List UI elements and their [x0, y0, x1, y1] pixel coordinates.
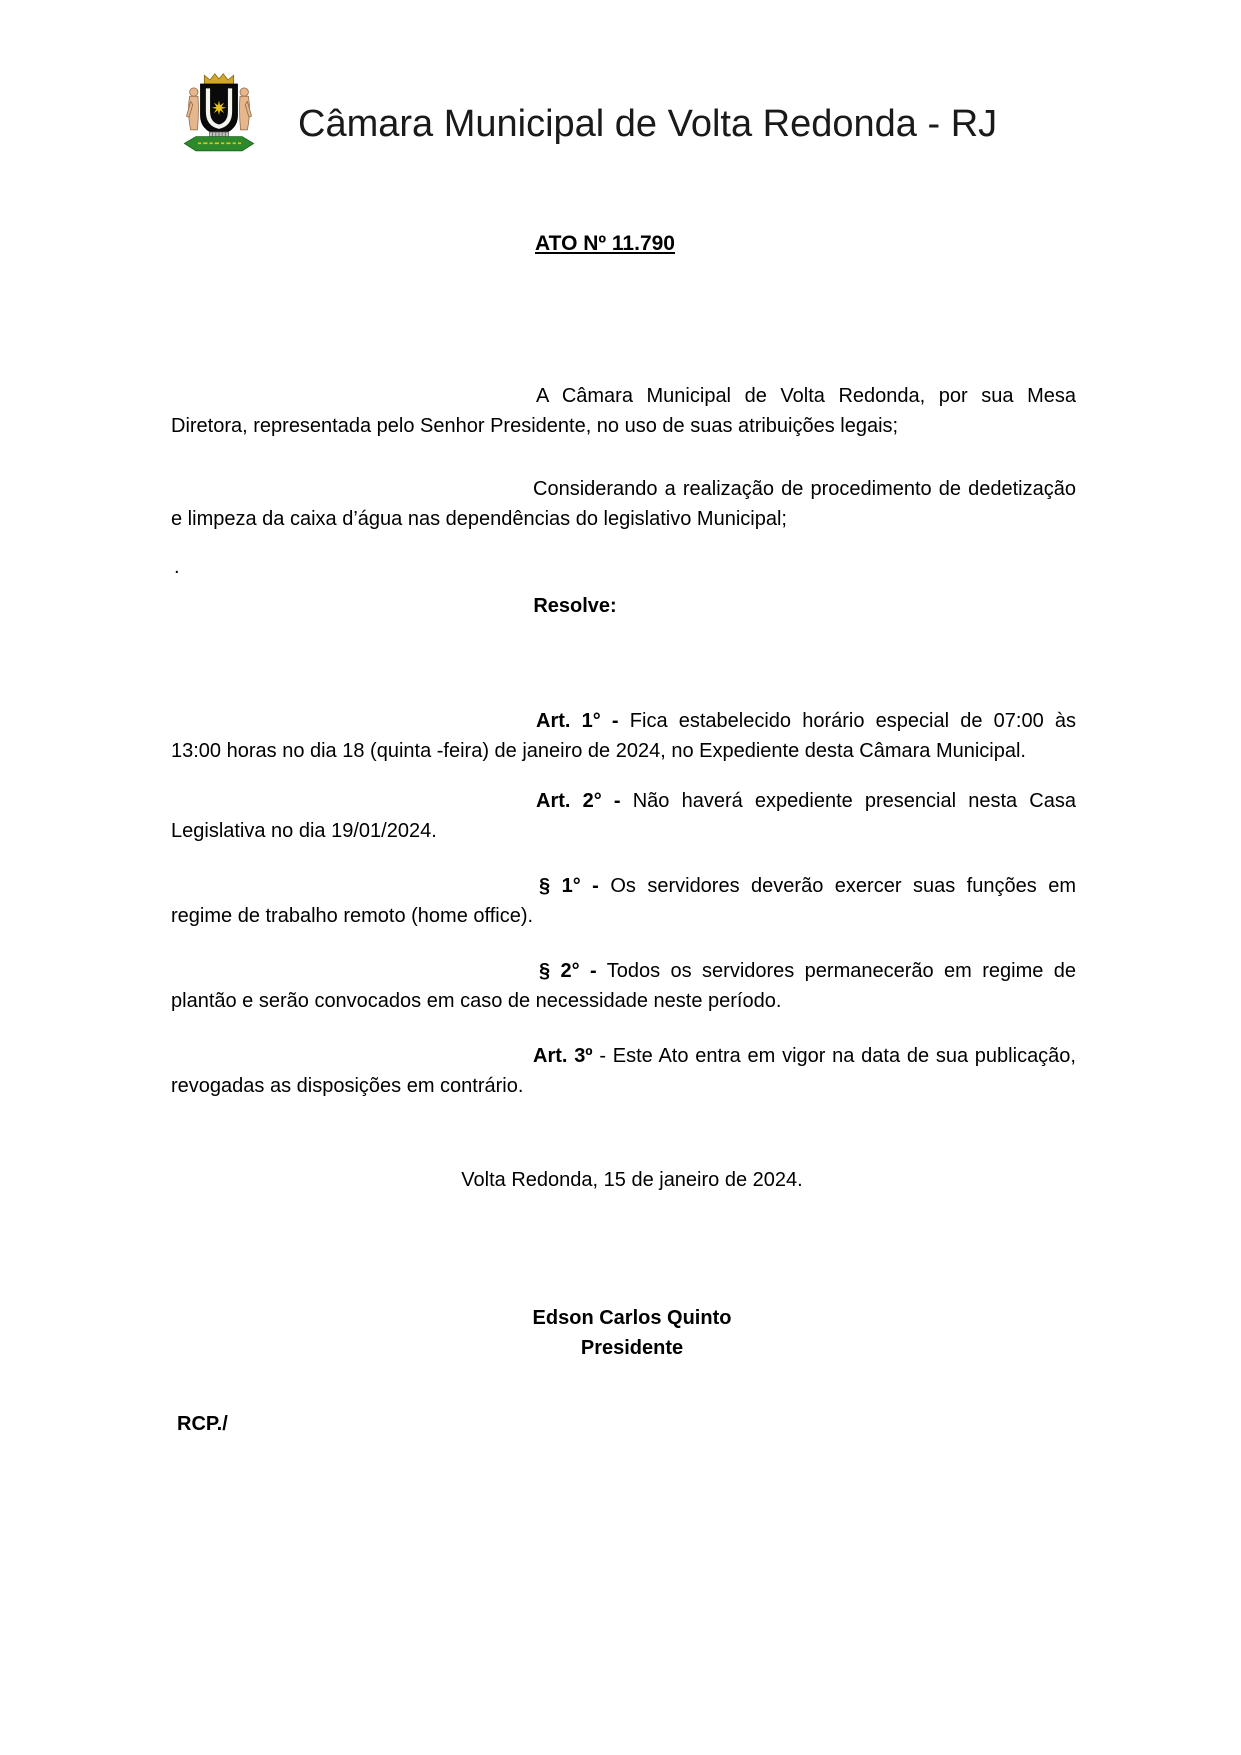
article-text: Não haverá expediente presencial nesta Casa Legislativa no dia 19/01/2024.	[171, 790, 1076, 842]
section-label: § 2° -	[539, 960, 597, 982]
article-paragraph	[171, 786, 1076, 846]
stray-period: .	[174, 556, 180, 578]
section-text: Os servidores deverão exercer suas funções em regime de trabalho remoto (home office).	[171, 875, 1076, 927]
preamble-paragraph: Considerando a realização de procedimento de dedetização e limpeza da caixa d’água nas dependências do legislativo Municipal;	[171, 478, 1076, 530]
preamble-paragraph: A Câmara Municipal de Volta Redonda, por sua Mesa Diretora, representada pelo Senhor Presidente, no uso de suas atribuições legais;	[171, 385, 1076, 437]
article-paragraph	[171, 706, 1076, 766]
footer-initials: RCP./	[177, 1413, 228, 1435]
article-label: Art. 2° -	[536, 790, 621, 812]
document-title: ATO Nº 11.790	[535, 232, 675, 255]
article-label: Art. 3º	[533, 1045, 593, 1067]
article-text: Fica estabelecido horário especial de 07:00 às 13:00 horas no dia 18 (quinta -feira) de janeiro de 2024, no Expediente desta Câmara Municipal.	[171, 710, 1077, 762]
org-name: Câmara Municipal de Volta Redonda - RJ	[298, 103, 998, 145]
signatory-role: Presidente	[580, 1337, 684, 1359]
signature-block	[533, 1303, 732, 1363]
coat-of-arms-icon	[180, 70, 258, 154]
article-label: Art. 1° -	[536, 710, 619, 732]
article-paragraph	[171, 1041, 1076, 1101]
paragraph-section	[171, 871, 1076, 931]
resolve-heading: Resolve:	[533, 595, 617, 617]
section-text: Todos os servidores permanecerão em regime de plantão e serão convocados em caso de necessidade neste período.	[171, 960, 1076, 1012]
paragraph-section	[171, 956, 1076, 1016]
signatory-name: Edson Carlos Quinto	[532, 1307, 732, 1329]
section-label: § 1° -	[539, 875, 599, 897]
article-text: - Este Ato entra em vigor na data de sua publicação, revogadas as disposições em contrário.	[171, 1045, 1076, 1097]
dateline: Volta Redonda, 15 de janeiro de 2024.	[461, 1169, 803, 1191]
